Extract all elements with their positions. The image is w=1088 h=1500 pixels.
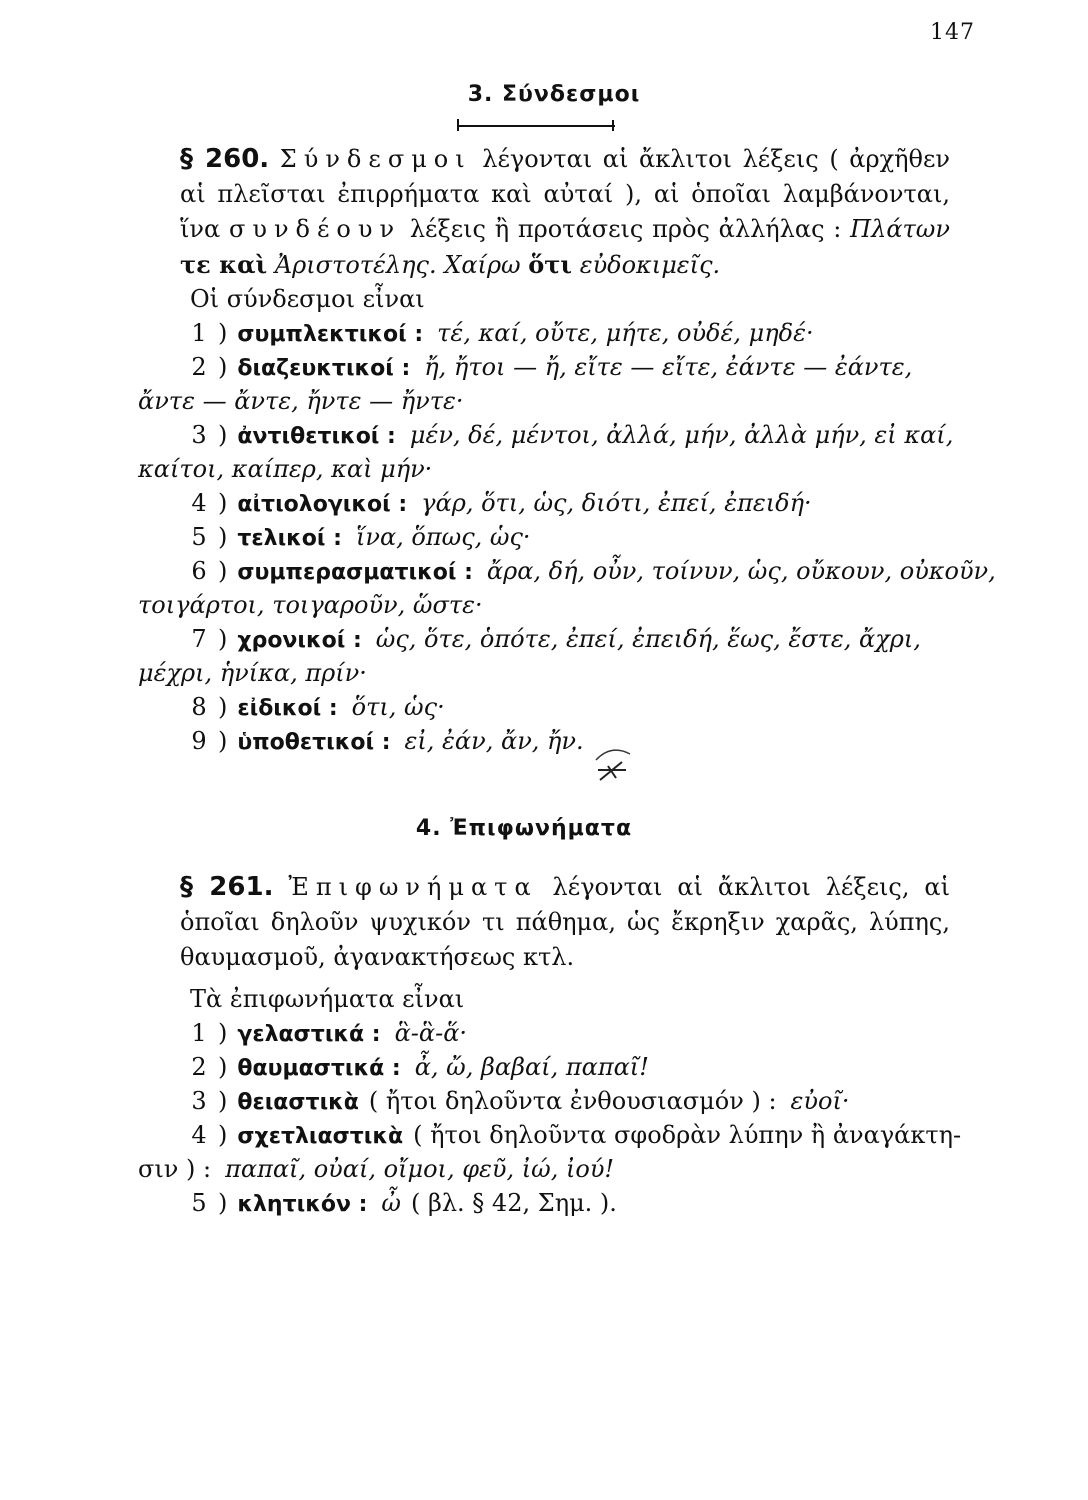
category-label: ἀντιθετικοί :	[237, 424, 396, 449]
defined-term: Σύνδεσμοι	[279, 145, 472, 173]
example-word: Χαίρω	[444, 251, 521, 279]
page-number: 147	[930, 20, 975, 45]
list-item: 2 ) διαζευκτικοί : ἤ, ἤτοι — ἤ, εἴτε — εἴτε, ἐάντε — ἐάντε,	[191, 353, 913, 381]
list-item: 4 ) αἰτιολογικοί : γάρ, ὅτι, ὡς, διότι, ἐπεί, ἐπειδή·	[191, 489, 812, 517]
category-label: συμπλεκτικοί :	[237, 322, 424, 347]
list-item: 3 ) ἀντιθετικοί : μέν, δέ, μέντοι, ἀλλά, μήν, ἀλλὰ μήν, εἰ καί,	[191, 421, 954, 449]
example-word: Ἀριστοτέλης.	[274, 251, 437, 279]
section-number: § 260.	[180, 144, 270, 174]
list-intro: Οἱ σύνδεσμοι εἶναι	[190, 285, 425, 313]
category-label: χρονικοί :	[237, 628, 362, 653]
list-intro: Τὰ ἐπιφωνήματα εἶναι	[190, 985, 465, 1013]
section-heading-conjunctions: 3. Σύνδεσμοι	[467, 82, 641, 107]
list-item: 5 ) τελικοί : ἵνα, ὅπως, ὡς·	[191, 523, 531, 551]
list-item: 3 ) θειαστικὰ ( ἤτοι δηλοῦντα ἐνθουσιασμόν ) : εὐοῖ·	[191, 1087, 850, 1115]
list-item-continuation: καίτοι, καίπερ, καὶ μήν·	[138, 455, 433, 483]
list-item: 9 ) ὑποθετικοί : εἰ, ἐάν, ἄν, ἤν.	[191, 727, 584, 755]
category-label: εἰδικοί :	[237, 696, 338, 721]
list-item-continuation: σιν ) : παπαῖ, οὐαί, οἴμοι, φεῦ, ἰώ, ἰού!	[138, 1155, 615, 1183]
handwritten-mark-icon	[586, 740, 636, 790]
category-label: αἰτιολογικοί :	[237, 492, 408, 517]
defined-term: Ἐπιφωνήματα	[288, 873, 538, 901]
example-word: Πλάτων	[850, 215, 950, 243]
section-number: § 261.	[180, 872, 274, 902]
heading-underline-mark	[455, 118, 620, 132]
list-item-continuation: μέχρι, ἡνίκα, πρίν·	[138, 659, 367, 687]
list-item-continuation: ἄντε — ἄντε, ἤντε — ἤντε·	[138, 387, 464, 415]
list-item: 8 ) εἰδικοί : ὅτι, ὡς·	[191, 693, 445, 721]
list-item: 6 ) συμπερασματικοί : ἄρα, δή, οὖν, τοίνυν, ὡς, οὔκουν, οὐκοῦν,	[191, 557, 996, 585]
paragraph-text: λέγονται αἱ ἄκλιτοι λέξεις ( ἀρχῆθεν αἱ πλεῖσται ἐπιρρήματα καὶ αὐταί ), αἱ ὁποῖαι λαμβάνονται, ἵνα	[180, 145, 950, 243]
category-label: κλητικόν :	[237, 1192, 368, 1217]
category-label: γελαστικά :	[237, 1022, 381, 1047]
category-label: σχετλιαστικὰ	[237, 1124, 404, 1149]
paragraph-text: λέγονται αἱ ἄκλιτοι λέξεις, αἱ ὁποῖαι δηλοῦν ψυχικόν τι πάθημα, ὡς ἔκρηξιν χαρᾶς, λύπης, θαυμασμοῦ, ἀγανακτήσεως κτλ.	[180, 873, 950, 971]
category-label: τελικοί :	[237, 526, 342, 551]
example-bold: τε καὶ	[180, 250, 268, 279]
defined-term: συνδέουν	[228, 215, 402, 243]
category-label: διαζευκτικοί :	[237, 356, 411, 381]
list-item: 1 ) συμπλεκτικοί : τέ, καί, οὔτε, μήτε, οὐδέ, μηδέ·	[191, 319, 814, 347]
list-item: 5 ) κλητικόν : ὦ ( βλ. § 42, Σημ. ).	[191, 1189, 617, 1217]
paragraph-261	[180, 870, 950, 975]
interjection-list	[138, 982, 962, 1220]
conjunction-list	[138, 282, 996, 758]
list-item: 7 ) χρονικοί : ὡς, ὅτε, ὁπότε, ἐπεί, ἐπειδή, ἕως, ἔστε, ἄχρι,	[191, 625, 921, 653]
list-item: 2 ) θαυμαστικά : ἆ, ὤ, βαβαί, παπαῖ!	[191, 1053, 649, 1081]
category-label: θαυμαστικά :	[237, 1056, 401, 1081]
paragraph-text: λέξεις ἢ προτάσεις πρὸς ἀλλήλας :	[409, 215, 842, 243]
example-word: εὐδοκιμεῖς.	[579, 251, 721, 279]
list-item: 4 ) σχετλιαστικὰ ( ἤτοι δηλοῦντα σφοδρὰν λύπην ἢ ἀναγάκτη-	[191, 1121, 962, 1149]
list-item-continuation: τοιγάρτοι, τοιγαροῦν, ὥστε·	[138, 591, 483, 619]
list-item: 1 ) γελαστικά : ἃ-ἃ-ἅ·	[191, 1019, 468, 1047]
category-label: θειαστικὰ	[237, 1090, 359, 1115]
section-heading-interjections: 4. Ἐπιφωνήματα	[415, 816, 633, 841]
category-label: συμπερασματικοί :	[237, 560, 473, 585]
category-label: ὑποθετικοί :	[237, 730, 391, 755]
example-bold: ὅτι	[528, 250, 573, 279]
paragraph-260	[180, 142, 950, 283]
